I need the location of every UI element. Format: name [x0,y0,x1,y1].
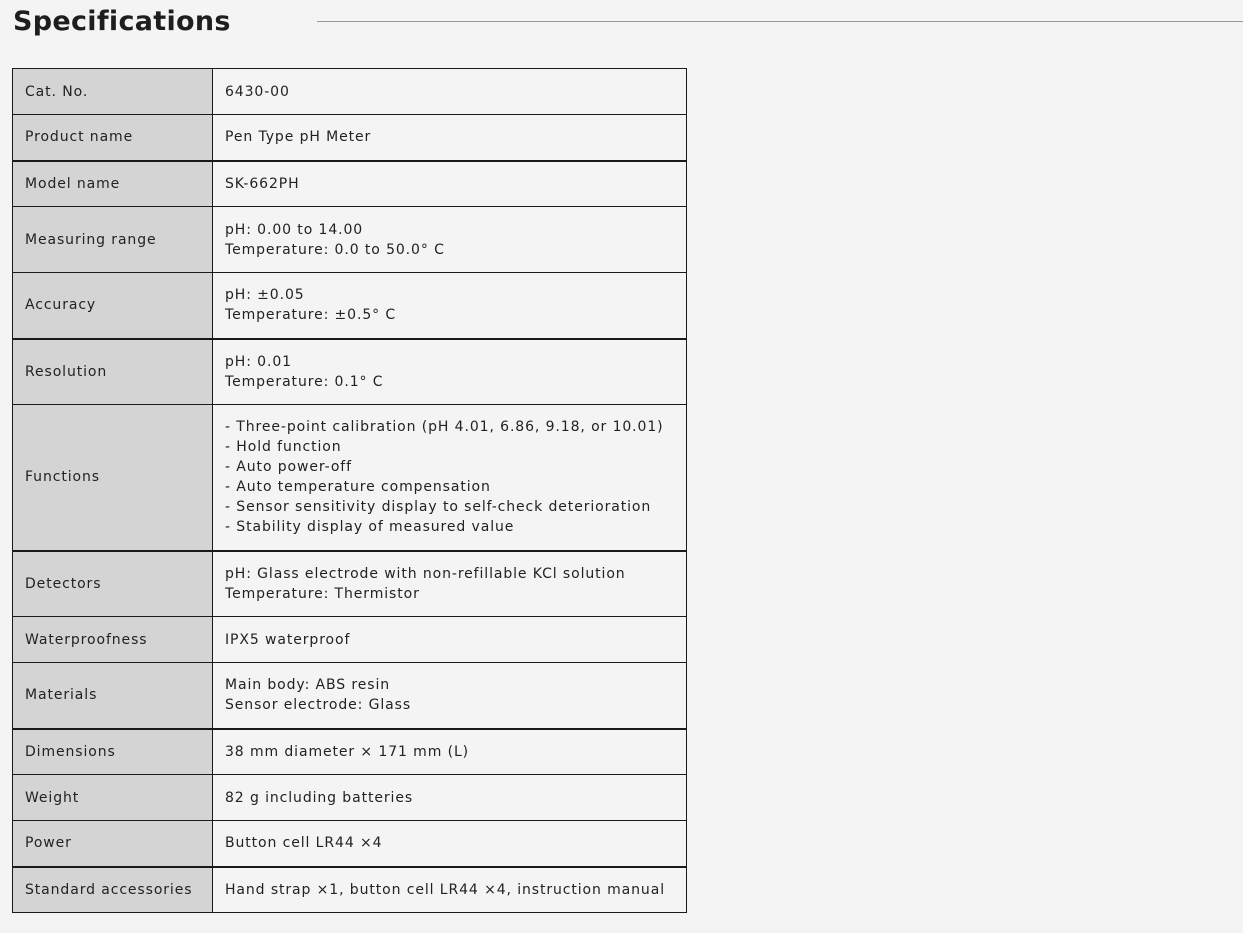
spec-label: Detectors [13,551,213,617]
spec-value-line: Main body: ABS resin [225,677,391,694]
spec-label: Functions [13,405,213,551]
spec-row-waterproofness [13,617,687,663]
spec-value [213,115,687,161]
spec-row-weight [13,775,687,821]
spec-label: Model name [13,161,213,207]
spec-value [213,161,687,207]
spec-value [213,867,687,913]
spec-row-dimensions [13,729,687,775]
spec-value-line: Pen Type pH Meter [225,129,372,146]
spec-value [213,207,687,273]
spec-value-line: Temperature: Thermistor [225,585,420,602]
spec-value-line: 6430-00 [225,83,290,100]
spec-value-line: - Auto power-off [225,459,352,476]
spec-label: Standard accessories [13,867,213,913]
spec-value-line: - Hold function [225,439,342,456]
spec-value-line: - Stability display of measured value [225,519,515,536]
spec-value-line: - Auto temperature compensation [225,479,491,496]
spec-row-product-name [13,115,687,161]
spec-label: Measuring range [13,207,213,273]
specifications-table [12,68,687,913]
spec-value-line: - Three-point calibration (pH 4.01, 6.86, 9.18, or 10.01) [225,419,664,436]
spec-value-line: pH: 0.01 [225,353,292,370]
spec-value [213,405,687,551]
spec-value [213,617,687,663]
spec-label: Power [13,821,213,867]
spec-value [213,729,687,775]
spec-row-functions [13,405,687,551]
spec-value-line: Temperature: ±0.5° C [225,307,397,324]
spec-row-accuracy [13,273,687,339]
spec-label: Weight [13,775,213,821]
spec-row-measuring-range [13,207,687,273]
spec-value-line: Button cell LR44 ×4 [225,835,383,852]
spec-row-power [13,821,687,867]
spec-value [213,273,687,339]
spec-label: Waterproofness [13,617,213,663]
spec-value [213,775,687,821]
spec-value-line: SK-662PH [225,175,300,192]
spec-value-line: - Sensor sensitivity display to self-check deterioration [225,499,652,516]
spec-value-line: pH: ±0.05 [225,287,305,304]
spec-value [213,339,687,405]
spec-label: Materials [13,663,213,729]
spec-row-materials [13,663,687,729]
section-header [13,4,1243,44]
spec-row-cat-no [13,69,687,115]
spec-label: Accuracy [13,273,213,339]
spec-label: Resolution [13,339,213,405]
spec-value [213,69,687,115]
spec-label: Cat. No. [13,69,213,115]
spec-row-standard-accessories [13,867,687,913]
title-divider [317,21,1243,22]
spec-row-resolution [13,339,687,405]
spec-value [213,663,687,729]
spec-value-line: pH: Glass electrode with non-refillable KCl solution [225,565,626,582]
spec-value [213,551,687,617]
specifications-table-body [13,69,687,913]
spec-value [213,821,687,867]
spec-value-line: Temperature: 0.1° C [225,373,384,390]
spec-row-detectors [13,551,687,617]
spec-value-line: Sensor electrode: Glass [225,697,412,714]
spec-value-line: pH: 0.00 to 14.00 [225,221,364,238]
spec-value-line: Hand strap ×1, button cell LR44 ×4, instruction manual [225,881,665,898]
spec-value-line: 38 mm diameter × 171 mm (L) [225,743,470,760]
spec-value-line: IPX5 waterproof [225,631,351,648]
spec-value-line: 82 g including batteries [225,789,414,806]
spec-value-line: Temperature: 0.0 to 50.0° C [225,241,445,258]
page-title: Specifications [13,6,231,37]
spec-label: Dimensions [13,729,213,775]
spec-row-model-name [13,161,687,207]
spec-label: Product name [13,115,213,161]
